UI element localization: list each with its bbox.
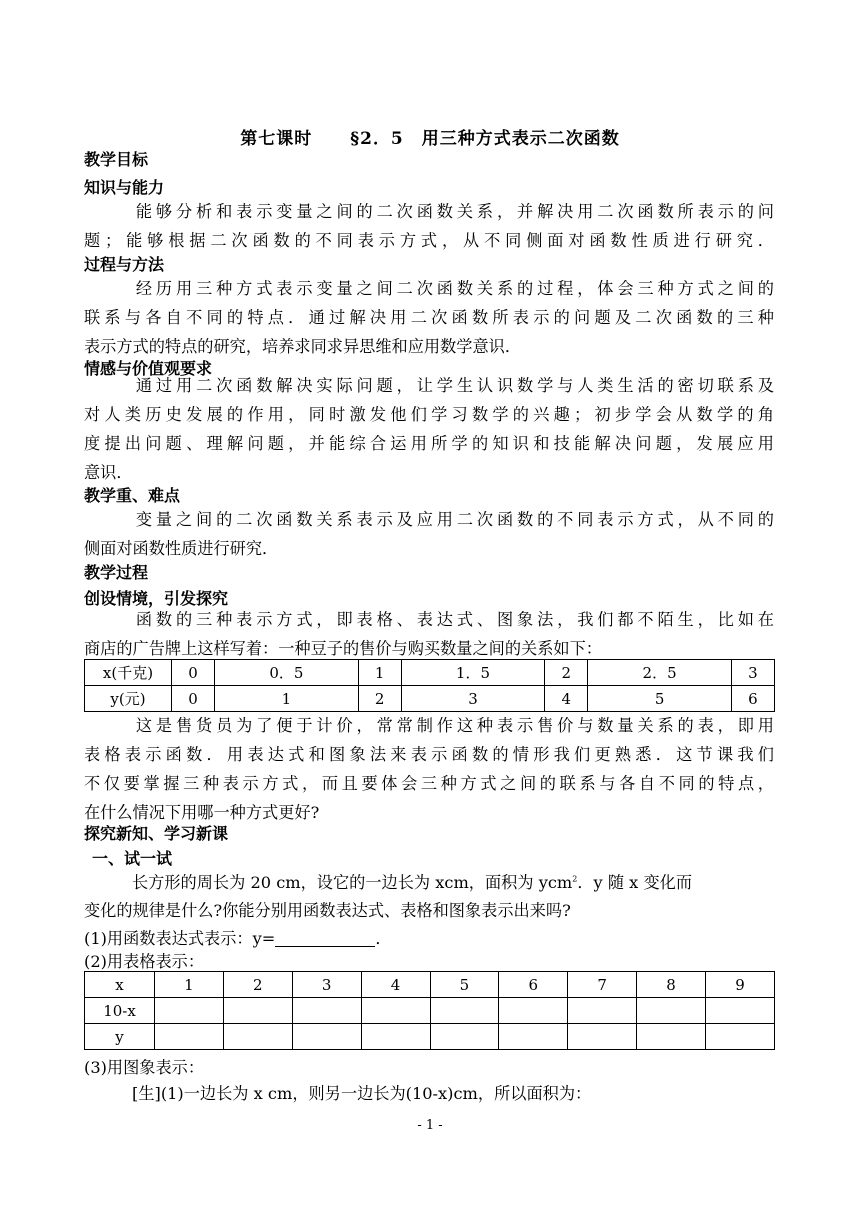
table-cell: 0 [172, 686, 215, 712]
heading-goals: 教学目标 [84, 150, 149, 169]
table-row [85, 660, 775, 686]
table-cell: 2 [545, 660, 588, 686]
try-line-1: 长方形的周长为 20 cm，设它的一边长为 xcm，面积为 ycm$^2$．y 随 x 变化而 [132, 873, 693, 892]
table-cell: 2．5 [588, 660, 731, 686]
table-cell [568, 998, 637, 1024]
table-cell [155, 998, 224, 1024]
table-cell [155, 1024, 224, 1050]
heading-emotion: 情感与价值观要求 [84, 359, 213, 378]
page-title [0, 124, 860, 149]
price-table [84, 659, 775, 712]
table-cell: 7 [568, 972, 637, 998]
table-cell [430, 998, 499, 1024]
table-cell: 6 [731, 686, 774, 712]
table-cell [637, 998, 706, 1024]
table-cell: 3 [292, 972, 361, 998]
table-cell [499, 998, 568, 1024]
table-cell: y [85, 1024, 155, 1050]
heading-explore: 探究新知、学习新课 [84, 824, 229, 843]
section-topic: 用三种方式表示二次函数 [421, 129, 620, 149]
area-table [84, 971, 775, 1050]
table-cell [637, 1024, 706, 1050]
table-cell: 9 [706, 972, 775, 998]
table-cell: 0．5 [215, 660, 358, 686]
table-cell: 2 [223, 972, 292, 998]
question-1: (1)用函数表达式表示：y= ． [84, 929, 392, 948]
table-cell: 2 [358, 686, 401, 712]
table-cell: 1 [155, 972, 224, 998]
paragraph-after-table: 这是售货员为了便于计价，常常制作这种表示售价与数量关系的表，即用 表格表示函数．用表达式和图象法来表示函数的情形我们更熟悉．这节课我们 不仅要掌握三种表示方式，而且要体会三种方式之间的联系与各自不同的特点， 在什么情况下用哪一种方式更好? [84, 716, 774, 822]
table-cell: 1．5 [401, 660, 544, 686]
table-cell [361, 1024, 430, 1050]
paragraph-process: 经历用三种方式表示变量之间二次函数关系的过程，体会三种方式之间的 联系与各自不同的特点．通过解决用二次函数所表示的问题及二次函数的三种 表示方式的特点的研究，培养求同求异思维和应用数学意识． [84, 279, 774, 356]
paragraph-key-points: 变量之间的二次函数关系表示及应用二次函数的不同表示方式，从不同的 侧面对函数性质进行研究． [84, 510, 774, 558]
table-cell: x(千克) [85, 660, 172, 686]
heading-try: 一、试一试 [92, 849, 173, 868]
table-cell: 1 [358, 660, 401, 686]
table-cell [706, 998, 775, 1024]
table-cell: 3 [731, 660, 774, 686]
heading-teaching-process: 教学过程 [84, 563, 149, 582]
table-cell [706, 1024, 775, 1050]
table-cell: y(元) [85, 686, 172, 712]
table-cell: 4 [545, 686, 588, 712]
table-cell [223, 1024, 292, 1050]
table-cell: 8 [637, 972, 706, 998]
lesson-label: 第七课时 [240, 129, 313, 149]
heading-process: 过程与方法 [84, 255, 165, 274]
try-line-2: 变化的规律是什么?你能分别用函数表达式、表格和图象表示出来吗? [84, 901, 571, 920]
answer-blank [275, 930, 375, 947]
table-cell [292, 1024, 361, 1050]
heading-key-points: 教学重、难点 [84, 486, 181, 505]
table-cell: 10-x [85, 998, 155, 1024]
question-3: (3)用图象表示： [84, 1058, 205, 1077]
paragraph-scene: 函数的三种表示方式，即表格、表达式、图象法，我们都不陌生，比如在 商店的广告牌上这样写着：一种豆子的售价与购买数量之间的关系如下： [84, 610, 774, 658]
table-row [85, 1024, 775, 1050]
table-row [85, 686, 775, 712]
paragraph-knowledge: 能够分析和表示变量之间的二次函数关系，并解决用二次函数所表示的问 题；能够根据二次函数的不同表示方式，从不同侧面对函数性质进行研究． [84, 202, 774, 250]
table-cell: 5 [430, 972, 499, 998]
page-number: - 1 - [417, 1118, 443, 1133]
table-cell: 5 [588, 686, 731, 712]
table-row [85, 972, 775, 998]
table-cell [430, 1024, 499, 1050]
section-number: §2．5 [350, 129, 404, 149]
heading-scene: 创设情境，引发探究 [84, 589, 229, 608]
question-2: (2)用表格表示： [84, 952, 205, 971]
table-cell: 6 [499, 972, 568, 998]
table-cell: 4 [361, 972, 430, 998]
student-answer: [生](1)一边长为 x cm，则另一边长为(10-x)cm，所以面积为： [132, 1084, 592, 1103]
table-cell [292, 998, 361, 1024]
table-cell: 0 [172, 660, 215, 686]
table-cell: 3 [401, 686, 544, 712]
table-cell: x [85, 972, 155, 998]
table-cell: 1 [215, 686, 358, 712]
table-cell [361, 998, 430, 1024]
table-cell [223, 998, 292, 1024]
heading-knowledge: 知识与能力 [84, 178, 165, 197]
table-cell [499, 1024, 568, 1050]
table-cell [568, 1024, 637, 1050]
paragraph-emotion: 通过用二次函数解决实际问题，让学生认识数学与人类生活的密切联系及 对人类历史发展的作用，同时激发他们学习数学的兴趣；初步学会从数学的角 度提出问题、理解问题，并能综合运用所学的知识和技能解决问题，发展应用 意识． [84, 376, 774, 482]
table-row [85, 998, 775, 1024]
